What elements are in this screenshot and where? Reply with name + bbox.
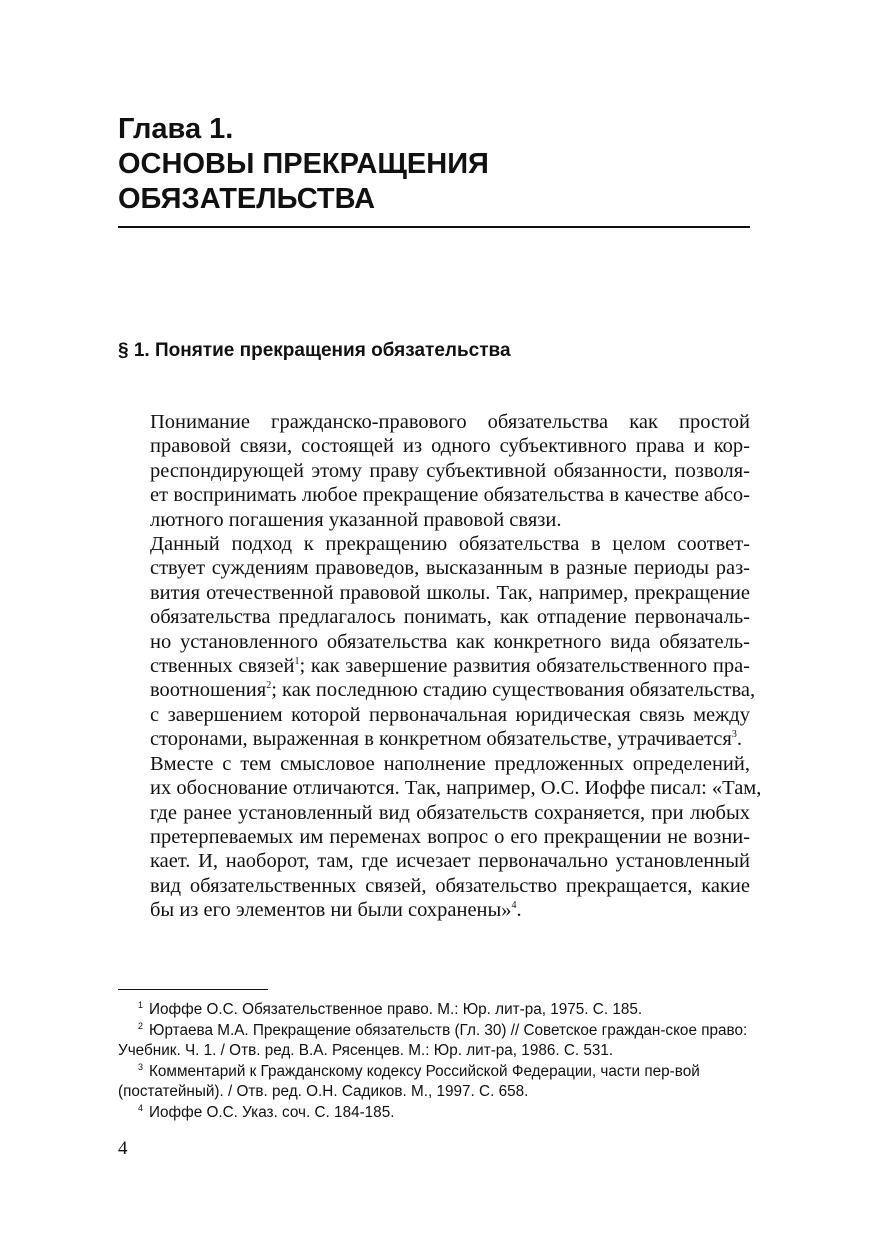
page-number: 4 xyxy=(118,1138,128,1159)
chapter-heading xyxy=(118,112,750,217)
footnote-text: Иоффе О.С. Обязательственное право. М.: Юр. лит-ра, 1975. С. 185. xyxy=(149,1001,643,1018)
paragraph-3 xyxy=(118,752,762,923)
text-line: правовой связи, состоящей из одного субъективного права и кор- xyxy=(150,435,750,458)
text-line: с завершением которой первоначальная юридическая связь между xyxy=(150,703,750,726)
text-line: вид обязательственных связей, обязательство прекращается, какие xyxy=(150,874,750,897)
paragraph-2 xyxy=(118,532,756,752)
footnote-3 xyxy=(118,1062,750,1103)
text-fragment: воотношения xyxy=(150,679,267,702)
text-line: Понимание гражданско-правового обязательства как простой xyxy=(150,411,750,433)
text-line: лютного погашения указанной правовой связи. xyxy=(150,508,562,531)
text-line xyxy=(118,654,750,678)
text-line: кает. И, наоборот, там, где исчезает первоначально установленный xyxy=(150,850,750,873)
text-line: респондирующей этому праву субъективной обязанности, позволя- xyxy=(150,459,750,482)
footnote-number: 1 xyxy=(138,1000,144,1010)
text-line xyxy=(118,727,750,751)
footnotes xyxy=(118,1000,750,1123)
footnote-ref-3[interactable]: 3 xyxy=(731,729,737,741)
text-line: где ранее установленный вид обязательств сохраняется, при любых xyxy=(150,801,750,824)
text-fragment: сторонами, выраженная в конкретном обязательстве, утрачивается xyxy=(150,728,732,751)
footnote-divider xyxy=(118,989,268,990)
footnote-text: Комментарий к Гражданскому кодексу Российской Федерации, части пер-вой (постатейный). / Отв. ред. О.Н. Садиков. М., 1997. С. 658. xyxy=(118,1062,700,1100)
text-fragment: ; как последнюю стадию существования обязательства, xyxy=(271,679,756,702)
footnote-number: 3 xyxy=(138,1061,144,1072)
footnote-ref-2[interactable]: 2 xyxy=(266,680,272,692)
chapter-number: Глава 1. xyxy=(118,113,234,145)
paragraph-1 xyxy=(118,410,750,532)
text-fragment: . xyxy=(516,899,522,922)
footnote-ref-4[interactable]: 4 xyxy=(511,900,517,912)
text-line: Вместе с тем смысловое наполнение предложенных определений, xyxy=(150,752,750,775)
footnote-ref-1[interactable]: 1 xyxy=(294,656,300,668)
text-fragment: ственных связей xyxy=(150,655,295,678)
text-fragment: бы из его элементов ни были сохранены» xyxy=(150,899,512,922)
chapter-title-line-1: ОСНОВЫ ПРЕКРАЩЕНИЯ xyxy=(118,148,489,180)
footnote-text: Юртаева М.А. Прекращение обязательств (Гл. 30) // Советское граждан-ское право: Учебник. Ч. 1. / Отв. ред. В.А. Рясенцев. М.: Юр. лит-ра, 1986. С. 531. xyxy=(118,1021,748,1059)
text-line: обязательства предлагалось понимать, как отпадение первоначаль- xyxy=(150,606,750,629)
text-fragment: ; как завершение развития обязательственного пра- xyxy=(299,655,750,678)
text-line: ет воспринимать любое прекращение обязательства в качестве абсо- xyxy=(150,484,750,507)
text-fragment: . xyxy=(736,728,742,751)
footnote-2 xyxy=(118,1021,750,1062)
body-text xyxy=(118,410,762,923)
footnote-4 xyxy=(118,1103,750,1124)
text-line: но установленного обязательства как конкретного вида обязатель- xyxy=(150,630,750,653)
section-heading: § 1. Понятие прекращения обязательства xyxy=(118,340,511,361)
text-line: ствует суждениям правоведов, высказанным в разные периоды раз- xyxy=(150,557,750,580)
chapter-title-line-2: ОБЯЗАТЕЛЬСТВА xyxy=(118,183,376,215)
footnote-number: 4 xyxy=(138,1102,144,1113)
footnote-text: Иоффе О.С. Указ. соч. С. 184-185. xyxy=(149,1103,395,1121)
text-line: вития отечественной правовой школы. Так, например, прекращение xyxy=(150,581,750,604)
text-line: их обоснование отличаются. Так, например, О.С. Иоффе писал: «Там, xyxy=(150,777,762,800)
footnote-1 xyxy=(118,1000,750,1021)
text-line: претерпеваемых им переменах вопрос о его прекращении не возни- xyxy=(150,825,750,848)
text-line xyxy=(118,678,756,702)
chapter-divider xyxy=(118,226,750,228)
footnote-number: 2 xyxy=(138,1020,144,1031)
text-line xyxy=(118,898,750,922)
text-line: Данный подход к прекращению обязательства в целом соответ- xyxy=(150,533,750,556)
